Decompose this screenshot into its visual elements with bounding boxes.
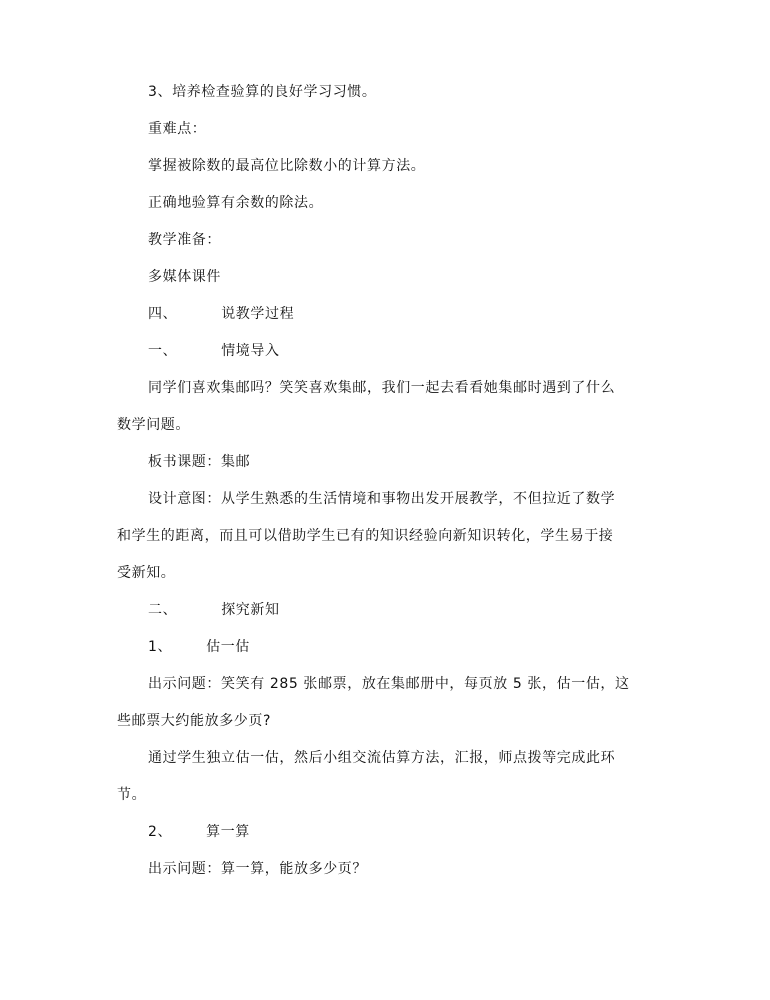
paragraph-design-intent-line-2 xyxy=(117,526,647,546)
subsection-heading-1 xyxy=(117,341,647,361)
step-number: 1、 xyxy=(148,639,173,655)
paragraph-text: 掌握被除数的最高位比除数小的计算方法。 xyxy=(148,158,426,174)
paragraph-text: 数学问题。 xyxy=(117,417,190,433)
paragraph-text: 板书课题：集邮 xyxy=(148,454,251,470)
section-heading-4 xyxy=(117,304,647,324)
paragraph-multimedia xyxy=(117,267,647,287)
paragraph-text: 节。 xyxy=(117,787,147,803)
paragraph-text: 多媒体课件 xyxy=(148,269,221,285)
paragraph-estimate-process-line-1 xyxy=(117,748,647,768)
paragraph-key-point-2 xyxy=(117,193,647,213)
step-heading-1 xyxy=(117,637,647,657)
paragraph-estimate-process-line-2 xyxy=(117,785,647,805)
heading-teaching-preparation xyxy=(117,230,647,250)
paragraph-text: 出示问题：笑笑有 285 张邮票，放在集邮册中，每页放 5 张，估一估，这 xyxy=(148,676,630,692)
subsection-number: 一、 xyxy=(148,343,178,359)
section-title: 说教学过程 xyxy=(221,306,295,322)
paragraph-key-point-1 xyxy=(117,156,647,176)
paragraph-problem-estimate-line-1 xyxy=(117,674,647,694)
paragraph-text: 和学生的距离，而且可以借助学生已有的知识经验向新知识转化，学生易于接 xyxy=(117,528,614,544)
subsection-title: 情境导入 xyxy=(221,343,280,359)
paragraph-text: 设计意图：从学生熟悉的生活情境和事物出发开展教学，不但拉近了数学 xyxy=(148,491,616,507)
paragraph-text: 出示问题：算一算，能放多少页？ xyxy=(148,861,367,877)
paragraph-intro-question-line-2 xyxy=(117,415,647,435)
paragraph-text: 3、培养检查验算的良好学习习惯。 xyxy=(148,84,377,100)
paragraph-problem-calculate xyxy=(117,859,647,879)
heading-text: 教学准备： xyxy=(148,232,221,248)
paragraph-text: 受新知。 xyxy=(117,565,176,581)
paragraph-text: 正确地验算有余数的除法。 xyxy=(148,195,324,211)
paragraph-intro-question-line-1 xyxy=(117,378,647,398)
paragraph-problem-estimate-line-2 xyxy=(117,711,647,731)
paragraph-text: 通过学生独立估一估，然后小组交流估算方法，汇报，师点拨等完成此环 xyxy=(148,750,616,766)
document-body xyxy=(117,82,647,896)
paragraph-design-intent-line-3 xyxy=(117,563,647,583)
heading-text: 重难点： xyxy=(148,121,207,137)
step-title: 估一估 xyxy=(206,639,250,655)
paragraph-board-title xyxy=(117,452,647,472)
step-number: 2、 xyxy=(148,824,173,840)
heading-key-points xyxy=(117,119,647,139)
subsection-heading-2 xyxy=(117,600,647,620)
section-number: 四、 xyxy=(148,306,178,322)
step-title: 算一算 xyxy=(206,824,250,840)
step-heading-2 xyxy=(117,822,647,842)
paragraph-text: 些邮票大约能放多少页? xyxy=(117,713,272,729)
paragraph-text: 同学们喜欢集邮吗？笑笑喜欢集邮，我们一起去看看她集邮时遇到了什么 xyxy=(148,380,616,396)
paragraph-goal-3 xyxy=(117,82,647,102)
subsection-title: 探究新知 xyxy=(221,602,280,618)
paragraph-design-intent-line-1 xyxy=(117,489,647,509)
subsection-number: 二、 xyxy=(148,602,178,618)
